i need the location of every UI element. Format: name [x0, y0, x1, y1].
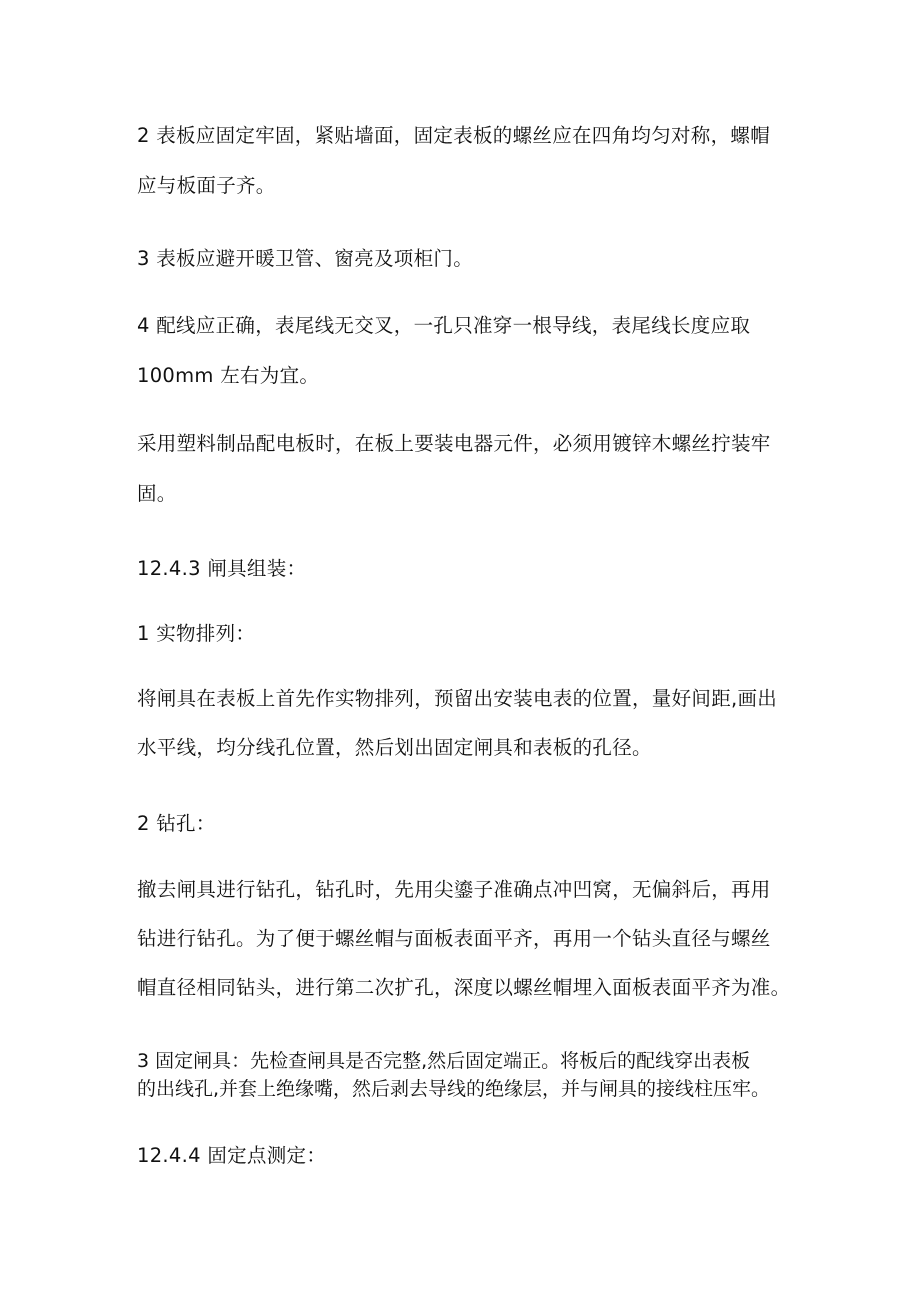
text-line: 3 表板应避开暖卫管、窗亮及项柜门。 [137, 247, 474, 270]
text-line: 2 表板应固定牢固，紧贴墙面，固定表板的螺丝应在四角均匀对称，螺帽 [137, 124, 771, 147]
text-line: 4 配线应正确，表尾线无交叉，一孔只准穿一根导线，表尾线长度应取 [137, 314, 751, 337]
text-line: 100mm 左右为宜。 [137, 364, 320, 387]
text-line: 将闸具在表板上首先作实物排列，预留出安装电表的位置，量好间距,画出 [137, 687, 778, 710]
text-line: 水平线，均分线孔位置，然后划出固定闸具和表板的孔径。 [137, 736, 652, 759]
text-line: 帽直径相同钻头，进行第二次扩孔，深度以螺丝帽埋入面板表面平齐为准。 [137, 976, 791, 999]
text-line: 固。 [137, 482, 177, 505]
text-line: 2 钻孔： [137, 812, 216, 835]
text-line: 的出线孔,并套上绝缘嘴，然后剥去导线的绝缘层，并与闸具的接线柱压牢。 [137, 1078, 771, 1100]
text-line: 1 实物排列： [137, 622, 256, 645]
text-line: 3 固定闸具：先检查闸具是否完整,然后固定端正。将板后的配线穿出表板 [137, 1050, 751, 1072]
text-line: 撤去闸具进行钻孔，钻孔时，先用尖鎏子准确点冲凹窝，无偏斜后，再用 [137, 878, 771, 901]
text-line: 采用塑料制品配电板时，在板上要装电器元件，必须用镀锌木螺丝拧装牢 [137, 432, 771, 455]
section-heading: 12.4.4 固定点测定： [137, 1144, 327, 1167]
text-line: 钻进行钻孔。为了便于螺丝帽与面板表面平齐，再用一个钻头直径与螺丝 [137, 927, 771, 950]
text-line: 应与板面子齐。 [137, 174, 276, 197]
section-heading: 12.4.3 闸具组装： [137, 557, 307, 580]
